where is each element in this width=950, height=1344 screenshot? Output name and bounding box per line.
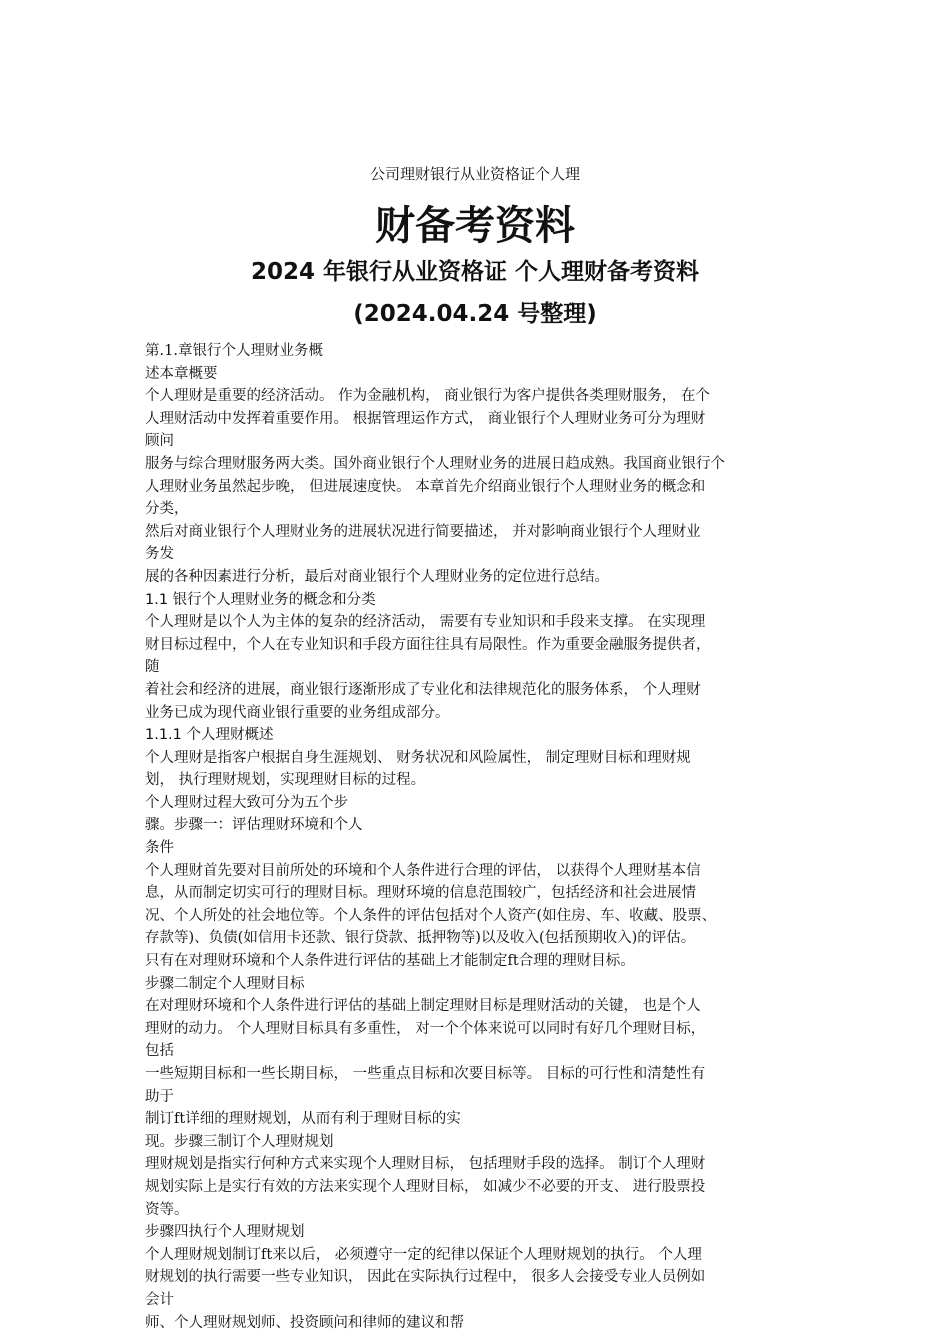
text-line: 个人理财是指客户根据自身生涯规划、 财务状况和风险属性， 制定理财目标和理财规 (145, 749, 691, 766)
text-line: 助于 (145, 1088, 174, 1105)
text-line: 个人理财过程大致可分为五个步 (145, 794, 348, 811)
text-line: 步骤二制定个人理财目标 (145, 975, 305, 992)
text-line: 现。步骤三制订个人理财规划 (145, 1133, 334, 1150)
text-line: 人理财活动中发挥着重要作用。 根据管理运作方式， 商业银行个人理财业务可分为理财 (145, 410, 706, 427)
text-line: 理财的动力。 个人理财目标具有多重性， 对一个个体来说可以同时有好几个理财目标， (145, 1020, 706, 1037)
text-line: 财目标过程中，个人在专业知识和手段方面往往具有局限性。作为重要金融服务提供者， (145, 636, 711, 653)
text-line: 个人理财是以个人为主体的复杂的经济活动， 需要有专业知识和手段来支撑。 在实现理 (145, 614, 706, 631)
text-line: 人理财业务虽然起步晚， 但进展速度快。 本章首先介绍商业银行个人理财业务的概念和 (145, 478, 706, 495)
text-line: 划， 执行理财规划，实现理财目标的过程。 (145, 772, 426, 789)
text-line: 会计 (145, 1291, 174, 1308)
text-line: 况、个人所处的社会地位等。个人条件的评估包括对个人资产(如住房、车、收藏、股票、 (145, 907, 717, 924)
text-line: 述本章概要 (145, 365, 218, 382)
section-heading: 1.1.1 个人理财概述 (145, 727, 274, 744)
text-line: 息，从而制定切实可行的理财目标。理财环境的信息范围较广，包括经济和社会进展情 (145, 885, 696, 902)
text-line: 财规划的执行需要一些专业知识， 因此在实际执行过程中， 很多人会接受专业人员例如 (145, 1269, 706, 1286)
text-line: 着社会和经济的进展，商业银行逐渐形成了专业化和法律规范化的服务体系， 个人理财 (145, 681, 701, 698)
text-line: 理财规划是指实行何种方式来实现个人理财目标， 包括理财手段的选择。 制订个人理财 (145, 1156, 706, 1173)
text-line: 只有在对理财环境和个人条件进行评估的基础上才能制定ft合理的理财目标。 (145, 953, 635, 970)
document-subtitle: 2024 年银行从业资格证 个人理财备考资料 (250, 259, 700, 285)
text-line: 服务与综合理财服务两大类。国外商业银行个人理财业务的进展日趋成熟。我国商业银行个 (145, 455, 725, 472)
text-line: 务发 (145, 546, 174, 563)
text-line: 师、个人理财规划师、投资顾问和律师的建议和帮 (145, 1314, 464, 1331)
text-line: 步骤四执行个人理财规划 (145, 1224, 305, 1241)
text-line: 第.1.章银行个人理财业务概 (145, 343, 323, 359)
text-line: 制订ft详细的理财规划，从而有利于理财目标的实 (145, 1111, 461, 1128)
text-line: 随 (145, 659, 160, 676)
text-line: 规划实际上是实行有效的方法来实现个人理财目标， 如减少不必要的开支、 进行股票投 (145, 1178, 706, 1195)
text-line: 然后对商业银行个人理财业务的进展状况进行简要描述， 并对影响商业银行个人理财业 (145, 523, 701, 540)
text-line: 分类， (145, 501, 189, 518)
text-line: 展的各种因素进行分析，最后对商业银行个人理财业务的定位进行总结。 (145, 568, 609, 585)
header-line: 公司理财银行从业资格证个人理 (369, 165, 580, 183)
text-line: 一些短期目标和一些长期目标， 一些重点目标和次要目标等。 目标的可行性和清楚性有 (145, 1066, 706, 1082)
text-line: 个人理财规划制订ft来以后， 必须遵守一定的纪律以保证个人理财规划的执行。 个人理 (145, 1246, 702, 1263)
document-body (145, 340, 815, 1334)
text-line: 顾问 (145, 433, 174, 450)
text-line: 业务已成为现代商业银行重要的业务组成部分。 (145, 704, 450, 721)
text-line: 在对理财环境和个人条件进行评估的基础上制定理财目标是理财活动的关键， 也是个人 (145, 998, 701, 1015)
section-heading: 1.1 银行个人理财业务的概念和分类 (145, 591, 376, 608)
text-line: 个人理财首先要对目前所处的环境和个人条件进行合理的评估， 以获得个人理财基本信 (145, 862, 701, 879)
document-title: 财备考资料 (375, 203, 575, 249)
text-line: 条件 (145, 840, 174, 857)
document-date: (2024.04.24 号整理) (353, 301, 597, 327)
text-line: 个人理财是重要的经济活动。 作为金融机构， 商业银行为客户提供各类理财服务， 在个 (145, 388, 710, 405)
text-line: 资等。 (145, 1201, 189, 1218)
text-line: 包括 (145, 1043, 174, 1060)
text-line: 存款等)、负债(如信用卡还款、银行贷款、抵押物等)以及收入(包括预期收入)的评估。 (145, 930, 696, 947)
text-line: 骤。步骤一：评估理财环境和个人 (145, 817, 363, 834)
